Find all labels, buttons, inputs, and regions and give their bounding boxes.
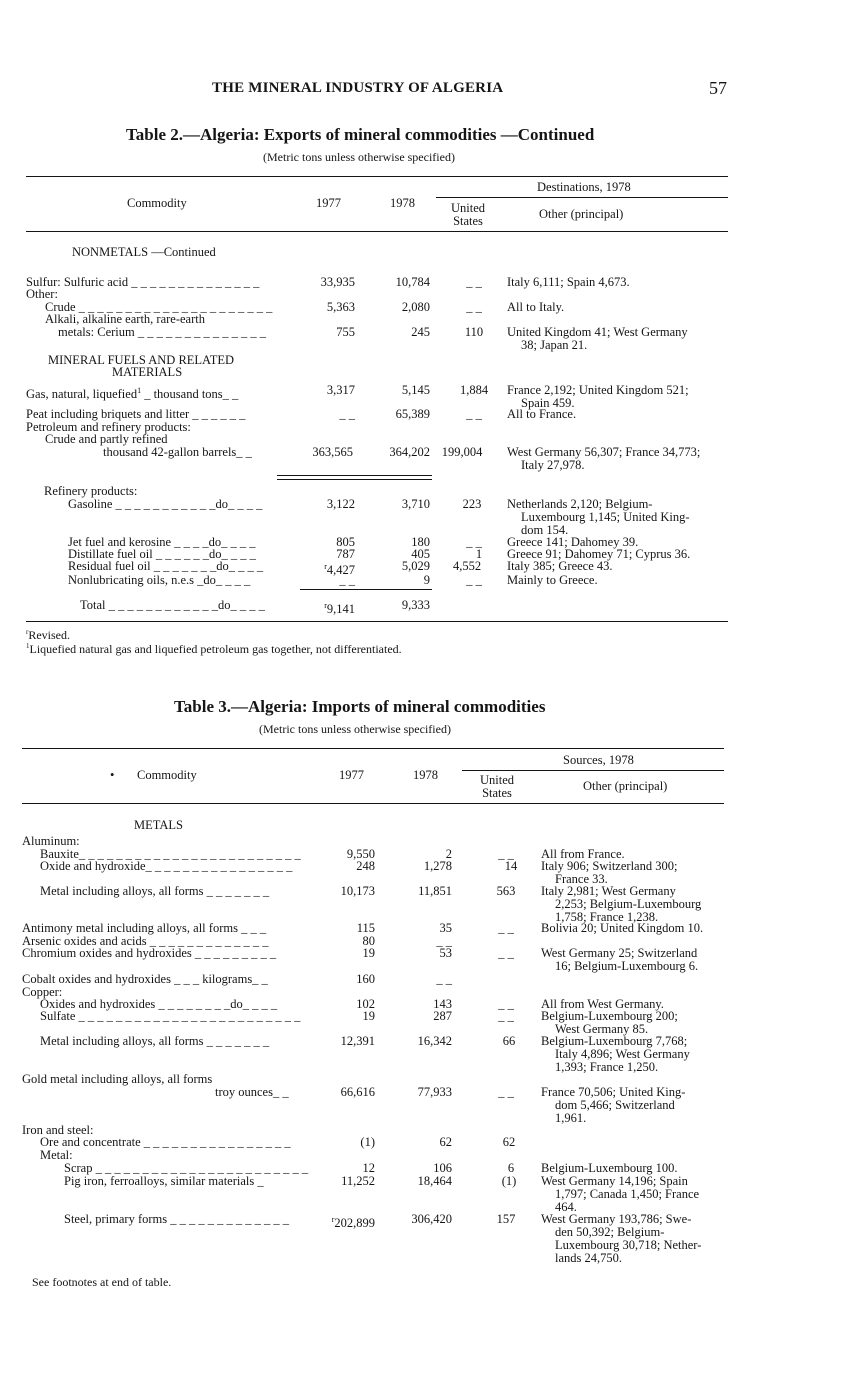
table-row-label: Metal including alloys, all forms _ _ _ _ _ _ _ bbox=[40, 1034, 270, 1048]
revised-marker: r bbox=[324, 562, 327, 571]
table2-double-rule-top bbox=[277, 475, 432, 476]
table-cell-other-line: 38; Japan 21. bbox=[521, 338, 588, 352]
table-cell-us: 110 bbox=[464, 325, 484, 339]
table-cell-other-line: Luxembourg 1,145; United King- bbox=[521, 510, 690, 524]
table-row-label bbox=[26, 384, 238, 401]
table-cell-us: _ _ bbox=[466, 407, 482, 421]
table-cell-1977: 3,122 bbox=[326, 497, 355, 511]
table3-sources-header: Sources, 1978 bbox=[563, 753, 634, 767]
table-cell-other: Belgium-Luxembourg 100. bbox=[541, 1161, 678, 1175]
table-cell-other: Greece 91; Dahomey 71; Cyprus 36. bbox=[507, 547, 691, 561]
table-cell-1978: 2,080 bbox=[401, 300, 430, 314]
table-cell-1978: 143 bbox=[433, 997, 452, 1011]
table-row-label: thousand 42-gallon barrels_ _ bbox=[103, 445, 252, 459]
table-row-label: Peat including briquets and litter _ _ _ _ _ _ bbox=[26, 407, 246, 421]
table-row-label: Oxide and hydroxide_ _ _ _ _ _ _ _ _ _ _ _ _ _ _ _ bbox=[40, 859, 293, 873]
table3-us-header-line1: United bbox=[479, 773, 515, 787]
table3-section-metals: METALS bbox=[134, 818, 183, 832]
footnote-marker: 1 bbox=[26, 642, 30, 650]
table-cell-1978: 11,851 bbox=[418, 884, 452, 898]
table-cell-us: 563 bbox=[496, 884, 516, 898]
table2-1978-header: 1978 bbox=[390, 196, 415, 210]
table-cell-us: 1 bbox=[475, 547, 483, 561]
table-cell-other-line: dom 154. bbox=[521, 523, 569, 537]
table3-us-header-line2: States bbox=[482, 786, 512, 800]
table-row-label: Crude _ _ _ _ _ _ _ _ _ _ _ _ _ _ _ _ _ _ _ _ _ bbox=[45, 300, 273, 314]
table-cell-us: 1,884 bbox=[459, 383, 489, 397]
table-cell-other bbox=[541, 860, 677, 886]
table-cell-1977-value: 9,141 bbox=[326, 602, 355, 617]
table-cell-us: 157 bbox=[496, 1212, 516, 1226]
table-cell-1977: 102 bbox=[356, 997, 375, 1011]
table2-footnote-revised bbox=[26, 628, 70, 643]
table-cell-other bbox=[541, 885, 701, 924]
table-row-label: Refinery products: bbox=[44, 484, 138, 498]
table-cell-us: _ _ bbox=[466, 535, 482, 549]
table-row-label: troy ounces_ _ bbox=[215, 1085, 289, 1099]
table-row-label: Distillate fuel oil _ _ _ _ _ _do_ _ _ _ bbox=[68, 547, 256, 561]
table-cell-1977: 9,550 bbox=[346, 847, 375, 861]
footnote-marker: r bbox=[26, 628, 29, 636]
table-row-label-unit: _ thousand tons_ _ bbox=[141, 387, 239, 402]
table-cell-other-line: dom 5,466; Switzerland bbox=[555, 1098, 675, 1112]
table-row-label: Oxides and hydroxides _ _ _ _ _ _ _ _do_ _ _ _ bbox=[40, 997, 278, 1011]
table-cell-1977: 33,935 bbox=[320, 275, 355, 289]
table-cell-1977 bbox=[300, 599, 355, 616]
table3-subtitle: (Metric tons unless otherwise specified) bbox=[259, 722, 451, 736]
table-cell-other bbox=[507, 446, 700, 472]
table-row-label: Crude and partly refined bbox=[45, 432, 168, 446]
table-cell-other bbox=[541, 1175, 699, 1214]
table-cell-1978: 180 bbox=[411, 535, 430, 549]
table-row-label: Metal: bbox=[40, 1148, 73, 1162]
table-cell-1977: 11,252 bbox=[341, 1174, 375, 1188]
table3-title: Table 3.—Algeria: Imports of mineral commodities bbox=[174, 697, 546, 716]
table-row-label: Antimony metal including alloys, all forms _ _ _ bbox=[22, 921, 267, 935]
table-cell-1977: 363,565 bbox=[312, 445, 353, 459]
table-cell-other-line: 464. bbox=[555, 1200, 577, 1214]
revised-marker: r bbox=[324, 601, 327, 610]
table2-destinations-rule bbox=[436, 197, 728, 198]
table-cell-other-line: Belgium-Luxembourg 200; bbox=[541, 1009, 678, 1023]
table-row-label: Residual fuel oil _ _ _ _ _ _ _do_ _ _ _ bbox=[68, 559, 264, 573]
table-cell-1978: 10,784 bbox=[395, 275, 430, 289]
table-cell-1977: 19 bbox=[362, 1009, 375, 1023]
table-row-label: Jet fuel and kerosine _ _ _ _do_ _ _ _ bbox=[68, 535, 256, 549]
table-row-label: Scrap _ _ _ _ _ _ _ _ _ _ _ _ _ _ _ _ _ _ _ _ _ _ _ bbox=[64, 1161, 309, 1175]
table-cell-1977: 115 bbox=[356, 921, 375, 935]
table2-header-rule bbox=[26, 231, 728, 232]
table-cell-other: All from West Germany. bbox=[541, 997, 664, 1011]
table-cell-us: 4,552 bbox=[452, 559, 482, 573]
table2-us-header-line2: States bbox=[453, 214, 483, 228]
table-cell-other: All from France. bbox=[541, 847, 625, 861]
revised-marker: r bbox=[331, 1215, 335, 1224]
table-cell-other-line: lands 24,750. bbox=[555, 1251, 623, 1265]
table-cell-other bbox=[541, 947, 698, 973]
table-cell-other: All to Italy. bbox=[507, 300, 565, 314]
table3-sources-rule bbox=[462, 770, 724, 771]
table-cell-1978: 245 bbox=[411, 325, 430, 339]
table2-us-header-line1: United bbox=[450, 201, 486, 215]
table-cell-other-line: Netherlands 2,120; Belgium- bbox=[507, 497, 653, 511]
table-cell-1977: 755 bbox=[336, 325, 355, 339]
table-row-label: Bauxite_ _ _ _ _ _ _ _ _ _ _ _ _ _ _ _ _ _ _ _ _ _ _ _ bbox=[40, 847, 301, 861]
table3-1977-header: 1977 bbox=[339, 768, 364, 782]
table-cell-other-line: 1,797; Canada 1,450; France bbox=[555, 1187, 700, 1201]
table3-top-rule bbox=[22, 748, 724, 749]
table-cell-us: _ _ bbox=[498, 921, 514, 935]
table2-title: Table 2.—Algeria: Exports of mineral commodities —Continued bbox=[126, 125, 595, 144]
table-cell-1978: 18,464 bbox=[417, 1174, 452, 1188]
table-cell-us: 223 bbox=[462, 497, 482, 511]
table-cell-1978: 35 bbox=[439, 921, 452, 935]
table-row-label: Steel, primary forms _ _ _ _ _ _ _ _ _ _ _ _ _ bbox=[64, 1212, 289, 1226]
table-cell-1977: 787 bbox=[336, 547, 355, 561]
footnote-text: Liquefied natural gas and liquefied petroleum gas together, not differentiated. bbox=[29, 642, 402, 656]
table-cell-1978: 9 bbox=[423, 573, 430, 587]
table-row-label: Sulfate _ _ _ _ _ _ _ _ _ _ _ _ _ _ _ _ _ _ _ _ _ _ _ _ bbox=[40, 1009, 301, 1023]
table-row-label: metals: Cerium _ _ _ _ _ _ _ _ _ _ _ _ _ _ bbox=[58, 325, 266, 339]
table-row-label: Arsenic oxides and acids _ _ _ _ _ _ _ _ _ _ _ _ _ bbox=[22, 934, 269, 948]
table-cell-1977: 12 bbox=[362, 1161, 375, 1175]
table-row-label-text: Gas, natural, liquefied bbox=[26, 387, 138, 402]
table-cell-other bbox=[541, 1035, 690, 1074]
table2-us-header bbox=[440, 202, 496, 228]
table-cell-other-line: den 50,392; Belgium- bbox=[555, 1225, 665, 1239]
table2-double-rule-bottom bbox=[277, 479, 432, 480]
table2-top-rule bbox=[26, 176, 728, 177]
table-cell-other-line: West Germany 14,196; Spain bbox=[541, 1174, 688, 1188]
table-cell-us: _ _ bbox=[498, 946, 514, 960]
table3-us-header bbox=[469, 774, 525, 800]
table-cell-1977: 5,363 bbox=[326, 300, 355, 314]
table2-section-nonmetals: NONMETALS —Continued bbox=[72, 245, 216, 259]
table-cell-1978: 1,278 bbox=[423, 859, 452, 873]
table-cell-1977: _ _ bbox=[339, 407, 355, 421]
table-cell-other: Bolivia 20; United Kingdom 10. bbox=[541, 921, 704, 935]
table-cell-other-line: 1,758; France 1,238. bbox=[555, 910, 659, 924]
table-cell-us: (1) bbox=[501, 1174, 517, 1188]
table-cell-other-line: Italy 2,981; West Germany bbox=[541, 884, 676, 898]
table-row-label: Copper: bbox=[22, 985, 63, 999]
footnote-marker: 1 bbox=[137, 386, 142, 395]
table-cell-1977: (1) bbox=[360, 1135, 375, 1149]
table-cell-1977: _ _ bbox=[339, 573, 355, 587]
table-cell-other: Greece 141; Dahomey 39. bbox=[507, 535, 639, 549]
table-row-label: Nonlubricating oils, n.e.s _do_ _ _ _ bbox=[68, 573, 251, 587]
table-cell-us: 6 bbox=[507, 1161, 515, 1175]
table-cell-1978: 405 bbox=[411, 547, 430, 561]
table-row-label: Metal including alloys, all forms _ _ _ _ _ _ _ bbox=[40, 884, 270, 898]
table-cell-other bbox=[507, 498, 690, 537]
table-cell-us: 199,004 bbox=[441, 445, 483, 459]
table2-section-fuels: MINERAL FUELS AND RELATED bbox=[48, 353, 234, 367]
table-cell-other: Italy 6,111; Spain 4,673. bbox=[507, 275, 630, 289]
table-cell-other bbox=[541, 1010, 678, 1036]
table-cell-us: _ _ bbox=[466, 275, 482, 289]
table-cell-other-line: France 70,506; United King- bbox=[541, 1085, 686, 1099]
table-cell-1977-value: 4,427 bbox=[326, 563, 355, 578]
table2-section-fuels-line2: MATERIALS bbox=[112, 365, 183, 379]
table-cell-other-line: Belgium-Luxembourg 7,768; bbox=[541, 1034, 688, 1048]
footnote-text: Revised. bbox=[28, 628, 71, 642]
page-number: 57 bbox=[709, 78, 727, 98]
table-row-label: Other: bbox=[26, 287, 58, 301]
table-cell-other: Mainly to Greece. bbox=[507, 573, 598, 587]
table-cell-other-line: Spain 459. bbox=[521, 396, 575, 410]
table3-commodity-header: Commodity bbox=[137, 768, 197, 782]
table-cell-other-line: 2,253; Belgium-Luxembourg bbox=[555, 897, 702, 911]
table-cell-1978: 65,389 bbox=[395, 407, 430, 421]
table2-total-rule bbox=[300, 589, 432, 590]
table-cell-other-line: West Germany 25; Switzerland bbox=[541, 946, 698, 960]
table-cell-other-line: France 2,192; United Kingdom 521; bbox=[507, 383, 689, 397]
table-row-label: Sulfur: Sulfuric acid _ _ _ _ _ _ _ _ _ _ _ _ _ _ bbox=[26, 275, 260, 289]
table3-footnote: See footnotes at end of table. bbox=[32, 1275, 172, 1289]
table-cell-us: _ _ bbox=[498, 847, 514, 861]
table-cell-1978: 62 bbox=[439, 1135, 452, 1149]
table-row-label: Petroleum and refinery products: bbox=[26, 420, 191, 434]
table-cell-1978: 287 bbox=[433, 1009, 452, 1023]
table2-commodity-header: Commodity bbox=[127, 196, 187, 210]
table2-footnote-1 bbox=[26, 642, 402, 657]
table-cell-1978: 2 bbox=[445, 847, 452, 861]
table-row-label: Alkali, alkaline earth, rare-earth bbox=[45, 312, 205, 326]
table3-bullet: • bbox=[110, 768, 115, 782]
table-cell-1978: 9,333 bbox=[401, 598, 430, 612]
table2-bottom-rule bbox=[26, 621, 728, 622]
table-cell-1978: _ _ bbox=[436, 972, 452, 986]
table-cell-1977-value: 202,899 bbox=[334, 1216, 375, 1231]
table-cell-1978: 77,933 bbox=[417, 1085, 452, 1099]
table-row-label: Gold metal including alloys, all forms bbox=[22, 1072, 213, 1086]
table-cell-1977 bbox=[320, 1213, 375, 1230]
table-cell-other-line: 16; Belgium-Luxembourg 6. bbox=[555, 959, 699, 973]
table-row-label: Iron and steel: bbox=[22, 1123, 94, 1137]
table3-1978-header: 1978 bbox=[413, 768, 438, 782]
table-cell-1978: 3,710 bbox=[401, 497, 430, 511]
table-cell-1978: 306,420 bbox=[411, 1212, 452, 1226]
table-cell-1977: 80 bbox=[362, 934, 375, 948]
table-row-label: Pig iron, ferroalloys, similar materials _ bbox=[64, 1174, 264, 1188]
table-cell-1978: _ _ bbox=[436, 934, 452, 948]
table-cell-us: _ _ bbox=[466, 300, 482, 314]
table-cell-other-line: Italy 4,896; West Germany bbox=[555, 1047, 690, 1061]
table-cell-1978: 106 bbox=[433, 1161, 452, 1175]
table-row-label: Chromium oxides and hydroxides _ _ _ _ _ _ _ _ _ bbox=[22, 946, 277, 960]
table-cell-1977: 12,391 bbox=[340, 1034, 375, 1048]
table2-other-header: Other (principal) bbox=[539, 207, 624, 221]
table-cell-1977: 66,616 bbox=[340, 1085, 375, 1099]
table-cell-other-line: West Germany 193,786; Swe- bbox=[541, 1212, 692, 1226]
table-cell-us: 66 bbox=[502, 1034, 516, 1048]
table-cell-us: _ _ bbox=[498, 1009, 514, 1023]
table-cell-1977: 248 bbox=[356, 859, 375, 873]
table-cell-1978: 5,029 bbox=[401, 559, 430, 573]
table-cell-us: _ _ bbox=[498, 997, 514, 1011]
running-head: THE MINERAL INDUSTRY OF ALGERIA bbox=[212, 80, 504, 96]
table-cell-other-line: 1,961. bbox=[555, 1111, 587, 1125]
table-cell-other bbox=[541, 1213, 701, 1265]
table-cell-1978: 53 bbox=[439, 946, 452, 960]
table-cell-other-line: West Germany 85. bbox=[555, 1022, 649, 1036]
table-cell-other-line: United Kingdom 41; West Germany bbox=[507, 325, 688, 339]
table3-other-header: Other (principal) bbox=[583, 779, 668, 793]
table2-destinations-header: Destinations, 1978 bbox=[537, 180, 631, 194]
table3-header-rule bbox=[22, 803, 724, 804]
table-cell-us: 14 bbox=[504, 859, 518, 873]
table-cell-1978: 5,145 bbox=[401, 383, 430, 397]
table-row-label: Aluminum: bbox=[22, 834, 80, 848]
table-cell-1977: 10,173 bbox=[340, 884, 375, 898]
table-cell-1977: 3,317 bbox=[326, 383, 355, 397]
table2-1977-header: 1977 bbox=[316, 196, 341, 210]
table-cell-other: All to France. bbox=[507, 407, 577, 421]
table-cell-other-line: France 33. bbox=[555, 872, 608, 886]
table-cell-other-line: Italy 906; Switzerland 300; bbox=[541, 859, 678, 873]
table-cell-1978: 364,202 bbox=[389, 445, 430, 459]
table-row-label: Total _ _ _ _ _ _ _ _ _ _ _ _do_ _ _ _ bbox=[80, 598, 265, 612]
table-row-label: Cobalt oxides and hydroxides _ _ _ kilograms_ _ bbox=[22, 972, 268, 986]
table-cell-1978: 16,342 bbox=[417, 1034, 452, 1048]
table-cell-us: 62 bbox=[502, 1135, 516, 1149]
table-cell-other-line: West Germany 56,307; France 34,773; bbox=[507, 445, 701, 459]
table2-subtitle: (Metric tons unless otherwise specified) bbox=[263, 150, 455, 164]
table-row-label: Gasoline _ _ _ _ _ _ _ _ _ _ _do_ _ _ _ bbox=[68, 497, 263, 511]
table-cell-1977: 160 bbox=[356, 972, 375, 986]
table-cell-other: Italy 385; Greece 43. bbox=[507, 559, 613, 573]
table-cell-other-line: 1,393; France 1,250. bbox=[555, 1060, 659, 1074]
table-cell-other-line: Luxembourg 30,718; Nether- bbox=[555, 1238, 702, 1252]
table-cell-other-line: Italy 27,978. bbox=[521, 458, 585, 472]
table-cell-1977: 19 bbox=[362, 946, 375, 960]
table-cell-us: _ _ bbox=[498, 1085, 514, 1099]
table-cell-other bbox=[507, 326, 688, 352]
table-cell-1977: 805 bbox=[336, 535, 355, 549]
table-row-label: Ore and concentrate _ _ _ _ _ _ _ _ _ _ _ _ _ _ _ _ bbox=[40, 1135, 291, 1149]
table-cell-us: _ _ bbox=[466, 573, 482, 587]
table-cell-other bbox=[541, 1086, 685, 1125]
